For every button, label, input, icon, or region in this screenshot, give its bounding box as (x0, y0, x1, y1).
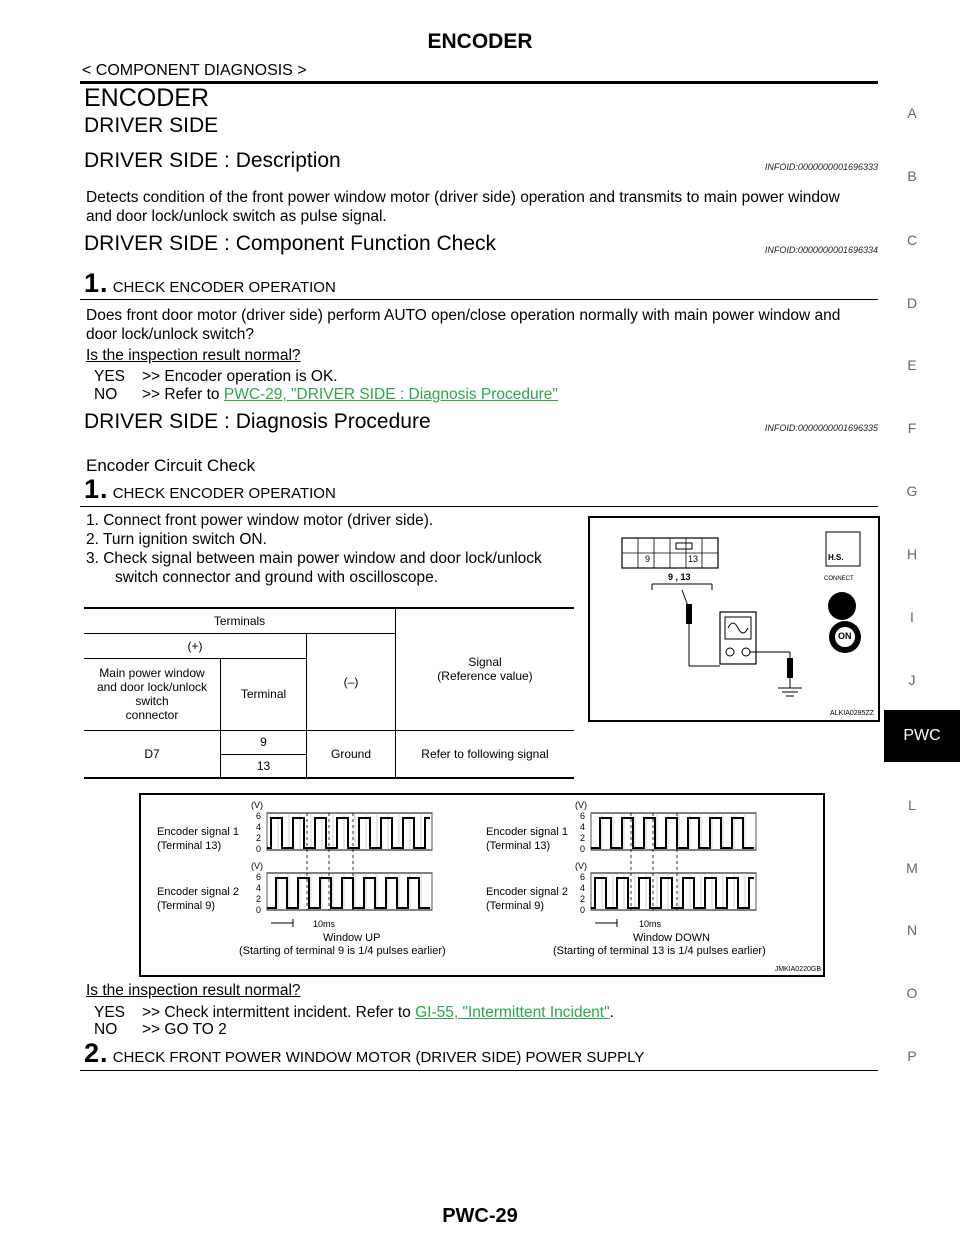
step-number: 2. (84, 1038, 109, 1068)
description-text-2: and door lock/unlock switch as pulse signal. (86, 208, 387, 225)
up-y4-2: 4 (256, 883, 262, 893)
yes-text: >> Encoder operation is OK. (142, 368, 338, 385)
instruction-1: 1. Connect front power window motor (driver side). (86, 512, 434, 529)
index-tab-j[interactable]: J (908, 672, 916, 688)
step-rule (80, 299, 878, 300)
index-tab-p[interactable]: P (907, 1048, 917, 1064)
breadcrumb: < COMPONENT DIAGNOSIS > (82, 62, 307, 79)
down-signal2-label: Encoder signal 2 (486, 886, 568, 898)
instruction-2: 2. Turn ignition switch ON. (86, 531, 267, 548)
terminal-table (84, 607, 574, 779)
down-y0-1: 0 (580, 844, 586, 854)
function-check-result-question: Is the inspection result normal? (86, 347, 301, 364)
down-y0-2: 0 (580, 905, 586, 915)
diagnosis-procedure-link[interactable]: PWC-29, "DRIVER SIDE : Diagnosis Procedure" (223, 386, 558, 403)
index-tab-g[interactable]: G (906, 483, 918, 499)
encoder-signal-figure (139, 793, 825, 977)
col-signal: Signal (Reference value) (437, 655, 533, 684)
connect-label: CONNECT (824, 576, 854, 582)
index-tab-i[interactable]: I (910, 609, 914, 625)
step-title: CHECK ENCODER OPERATION (112, 279, 336, 296)
intermittent-incident-link[interactable]: GI-55, "Intermittent Incident" (415, 1004, 610, 1021)
terminal-table-wrap (84, 607, 574, 779)
cell-ground: Ground (307, 730, 396, 778)
down-signal1-terminal: (Terminal 13) (486, 840, 551, 852)
no-text: >> Refer to (142, 386, 224, 403)
index-tab-e[interactable]: E (907, 357, 917, 373)
down-signal1-label: Encoder signal 1 (486, 826, 568, 838)
step-number: 1. (84, 268, 109, 298)
down-time-label: 10ms (639, 919, 662, 929)
hs-label: H.S. (828, 553, 844, 562)
function-check-yes-row (94, 368, 338, 386)
up-unit-1: (V) (251, 800, 263, 810)
down-unit-1: (V) (575, 800, 587, 810)
connection-drawing (590, 518, 878, 720)
down-y6-2: 6 (580, 872, 586, 882)
index-tab-b[interactable]: B (907, 168, 917, 184)
window-down-label: Window DOWN (633, 932, 711, 944)
window-up-label: Window UP (323, 932, 381, 944)
window-down-note: (Starting of terminal 13 is 1/4 pulses earlier) (553, 945, 766, 957)
down-y2-1: 2 (580, 833, 586, 843)
page-number: PWC-29 (442, 1205, 518, 1227)
instruction-3b: switch connector and ground with oscilloscope. (115, 569, 439, 586)
up-wave-1 (267, 818, 430, 848)
down-y4-1: 4 (580, 822, 586, 832)
down-signal2-terminal: (Terminal 9) (486, 900, 545, 912)
col-minus: (–) (307, 633, 396, 730)
figure-code: JMKIA0220GB (774, 966, 821, 973)
col-terminals: Terminals (84, 608, 396, 633)
down-y6-1: 6 (580, 811, 586, 821)
up-signal1-terminal: (Terminal 13) (157, 840, 222, 852)
no-key: NO (94, 1021, 118, 1038)
index-tab-o[interactable]: O (906, 985, 918, 1001)
function-check-infoid: INFOID:0000000001696334 (764, 245, 878, 255)
function-check-question-1: Does front door motor (driver side) perform AUTO open/close operation normally with main power window and (86, 307, 841, 324)
diagnosis-no-row (94, 1021, 227, 1039)
up-y2-2: 2 (256, 894, 262, 904)
page-header-title: ENCODER (427, 30, 533, 53)
step-rule (80, 1070, 878, 1071)
index-tab-h[interactable]: H (906, 546, 918, 562)
no-text: >> GO TO 2 (142, 1021, 227, 1038)
oscilloscope-diagram (588, 516, 880, 722)
step-title: CHECK FRONT POWER WINDOW MOTOR (DRIVER SIDE) POWER SUPPLY (112, 1049, 645, 1066)
index-tab-m[interactable]: M (906, 860, 918, 876)
up-signal2-terminal: (Terminal 9) (157, 900, 216, 912)
index-tab-a[interactable]: A (907, 105, 917, 121)
yes-end: . (609, 1004, 614, 1021)
pin-9-label: 9 (645, 554, 651, 564)
index-tab-d[interactable]: D (906, 295, 918, 311)
section-heading: ENCODER (84, 84, 210, 112)
up-time-label: 10ms (313, 919, 336, 929)
col-plus: (+) (84, 633, 307, 658)
up-y0-2: 0 (256, 905, 262, 915)
up-y2-1: 2 (256, 833, 262, 843)
down-wave-1 (591, 818, 754, 848)
up-y4-1: 4 (256, 822, 262, 832)
description-infoid: INFOID:0000000001696333 (764, 162, 878, 172)
yes-text: >> Check intermittent incident. Refer to (142, 1004, 416, 1021)
cell-connector: D7 (84, 730, 221, 778)
figure-code: ALKIA0295ZZ (830, 710, 874, 717)
diagnosis-yes-row (94, 1004, 614, 1022)
description-title: DRIVER SIDE : Description (84, 149, 341, 172)
diagnosis-infoid: INFOID:0000000001696335 (764, 423, 878, 433)
index-tab-n[interactable]: N (906, 922, 918, 938)
function-check-title: DRIVER SIDE : Component Function Check (84, 232, 497, 255)
down-wave-2 (591, 878, 754, 908)
cell-terminal-13: 13 (221, 754, 307, 778)
col-connector: Main power window and door lock/unlock switch connector (84, 658, 221, 730)
diagnosis-title: DRIVER SIDE : Diagnosis Procedure (84, 410, 431, 433)
ignition-on-label: ON (838, 631, 852, 641)
instruction-3a: 3. Check signal between main power window and door lock/unlock (86, 550, 542, 567)
pin-13-label: 13 (688, 554, 699, 564)
yes-key: YES (94, 368, 126, 385)
down-unit-2: (V) (575, 861, 587, 871)
window-up-note: (Starting of terminal 9 is 1/4 pulses earlier) (239, 945, 446, 957)
index-tab-c[interactable]: C (906, 232, 918, 248)
down-y4-2: 4 (580, 883, 586, 893)
up-signal2-label: Encoder signal 2 (157, 886, 239, 898)
index-tab-f[interactable]: F (907, 420, 917, 436)
index-tab-l[interactable]: L (908, 797, 916, 813)
cell-terminal-9: 9 (221, 730, 307, 754)
section-subheading: DRIVER SIDE (84, 114, 219, 137)
step-rule (80, 506, 878, 507)
up-signal1-label: Encoder signal 1 (157, 826, 239, 838)
step-number: 1. (84, 474, 109, 504)
function-check-no-row (94, 386, 558, 404)
cell-reference: Refer to following signal (421, 746, 549, 761)
diagnosis-step-2 (84, 1038, 644, 1069)
down-y2-2: 2 (580, 894, 586, 904)
up-unit-2: (V) (251, 861, 263, 871)
function-check-step (84, 268, 336, 299)
probe-label: 9 , 13 (668, 572, 691, 582)
yes-key: YES (94, 1004, 126, 1021)
diagnosis-result-question: Is the inspection result normal? (86, 982, 301, 999)
encoder-circuit-check: Encoder Circuit Check (86, 456, 256, 475)
up-y0-1: 0 (256, 844, 262, 854)
up-wave-2 (267, 878, 430, 908)
col-terminal: Terminal (221, 658, 307, 730)
diagnosis-step-1 (84, 474, 336, 505)
description-text-1: Detects condition of the front power window motor (driver side) operation and transmits to main power window (86, 189, 840, 206)
function-check-question-2: door lock/unlock switch? (86, 326, 254, 343)
index-tab-pwc[interactable]: PWC (884, 710, 960, 762)
step-title: CHECK ENCODER OPERATION (112, 485, 336, 502)
no-key: NO (94, 386, 118, 403)
up-y6-2: 6 (256, 872, 262, 882)
up-y6-1: 6 (256, 811, 262, 821)
